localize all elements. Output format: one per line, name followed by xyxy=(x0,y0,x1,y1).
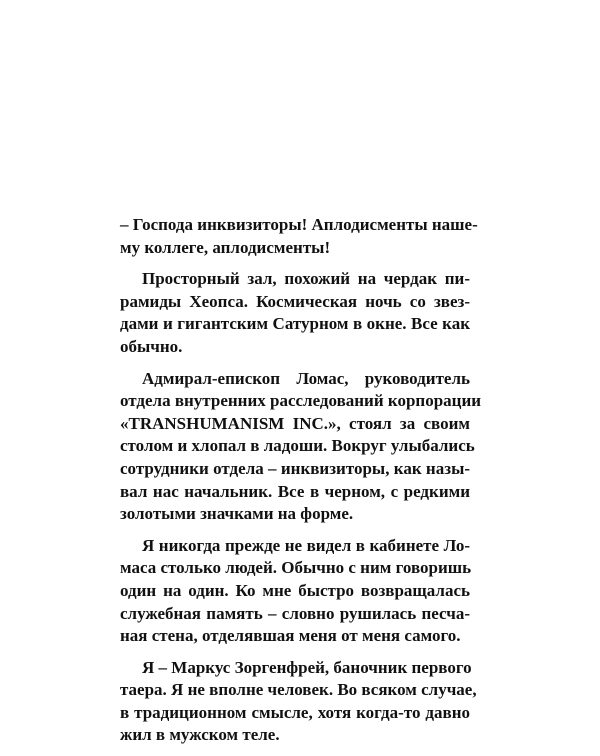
text-line: маса столько людей. Обычно с ним говоришь xyxy=(120,558,472,578)
text-line: дами и гигантским Сатурном в окне. Все как xyxy=(120,314,470,334)
text-line: рамиды Хеопса. Космическая ночь со звез- xyxy=(120,291,470,311)
text-line: столом и хлопал в ладоши. Вокруг улыбались xyxy=(120,436,475,456)
paragraph-5 xyxy=(120,657,477,747)
text-line: Просторный зал, похожий на чердак пи- xyxy=(142,269,470,289)
text-line: жил в мужском теле. xyxy=(120,725,280,745)
text-line: один на один. Ко мне быстро возвращалась xyxy=(120,580,470,600)
paragraph-2 xyxy=(120,268,470,358)
text-line: золотыми значками на форме. xyxy=(120,504,354,524)
page-text xyxy=(120,214,482,756)
text-line: в традиционном смысле, хотя когда-то давно xyxy=(120,702,470,722)
paragraph-1 xyxy=(120,214,478,259)
text-line: «TRANSHUMANISM INC.», стоял за своим xyxy=(120,413,470,433)
text-line: служебная память – словно рушилась песча- xyxy=(120,603,470,623)
text-line: сотрудники отдела – инквизиторы, как назы- xyxy=(120,458,470,478)
text-line: вал нас начальник. Все в черном, с редкими xyxy=(120,481,470,501)
text-line: – Господа инквизиторы! Аплодисменты наше- xyxy=(120,215,478,234)
text-line: обычно. xyxy=(120,336,183,356)
paragraph-4 xyxy=(120,535,470,648)
text-line: отдела внутренних расследований корпорации xyxy=(120,391,482,411)
text-line: ная стена, отделявшая меня от меня самого. xyxy=(120,626,461,646)
text-line: Я никогда прежде не видел в кабинете Ло- xyxy=(142,535,470,555)
text-line: таера. Я не вполне человек. Во всяком случае, xyxy=(120,680,477,700)
text-line: му коллеге, аплодисменты! xyxy=(120,237,331,257)
text-line: Адмирал-епископ Ломас, руководитель xyxy=(142,368,470,388)
paragraph-3 xyxy=(120,368,482,526)
text-line: Я – Маркус Зоргенфрей, баночник первого xyxy=(142,657,472,677)
